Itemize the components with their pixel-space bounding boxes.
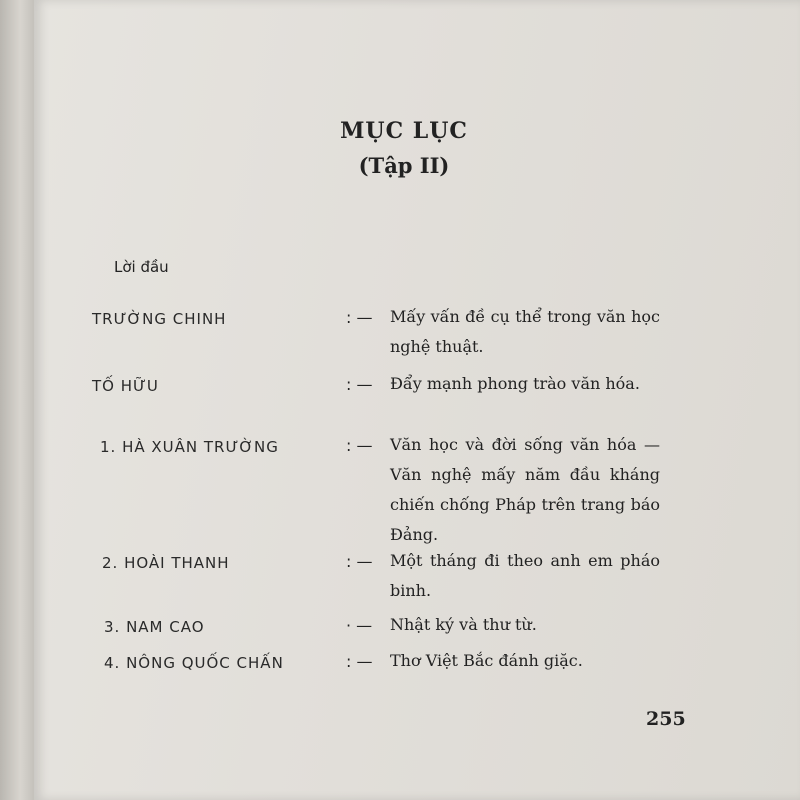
- toc-separator: · —: [346, 616, 373, 635]
- book-page: [34, 0, 800, 800]
- toc-author: 3. NAM CAO: [104, 618, 205, 636]
- toc-work-title: Thơ Việt Bắc đánh giặc.: [390, 651, 583, 670]
- toc-author: 2. HOÀI THANH: [102, 554, 230, 572]
- toc-author: TỐ HỮU: [92, 377, 159, 395]
- toc-author: 1. HÀ XUÂN TRƯỜNG: [100, 438, 279, 456]
- toc-work-title: Nhật ký và thư từ.: [390, 615, 537, 634]
- toc-work-title: Văn học và đời sống văn hóa — Văn nghệ mấy năm đầu kháng chiến chống Pháp trên trang báo Đảng.: [390, 435, 660, 544]
- toc-separator: : —: [346, 552, 373, 571]
- toc-separator: : —: [346, 652, 373, 671]
- toc-work-title: Mấy vấn đề cụ thể trong văn học nghệ thuật.: [390, 307, 660, 356]
- toc-separator: : —: [346, 436, 373, 455]
- page-number: 255: [646, 708, 686, 730]
- intro-entry: Lời đầu: [114, 258, 169, 276]
- toc-work-title: Đẩy mạnh phong trào văn hóa.: [390, 374, 640, 393]
- toc-author: TRƯỜNG CHINH: [92, 310, 227, 328]
- toc-author: 4. NÔNG QUỐC CHẤN: [104, 654, 284, 672]
- page-subtitle: (Tập II): [358, 153, 450, 178]
- toc-work-title: Một tháng đi theo anh em pháo binh.: [390, 551, 660, 600]
- toc-separator: : —: [346, 375, 373, 394]
- page-title: MỤC LỤC: [340, 118, 468, 144]
- toc-separator: : —: [346, 308, 373, 327]
- book-spine-edge: [0, 0, 34, 800]
